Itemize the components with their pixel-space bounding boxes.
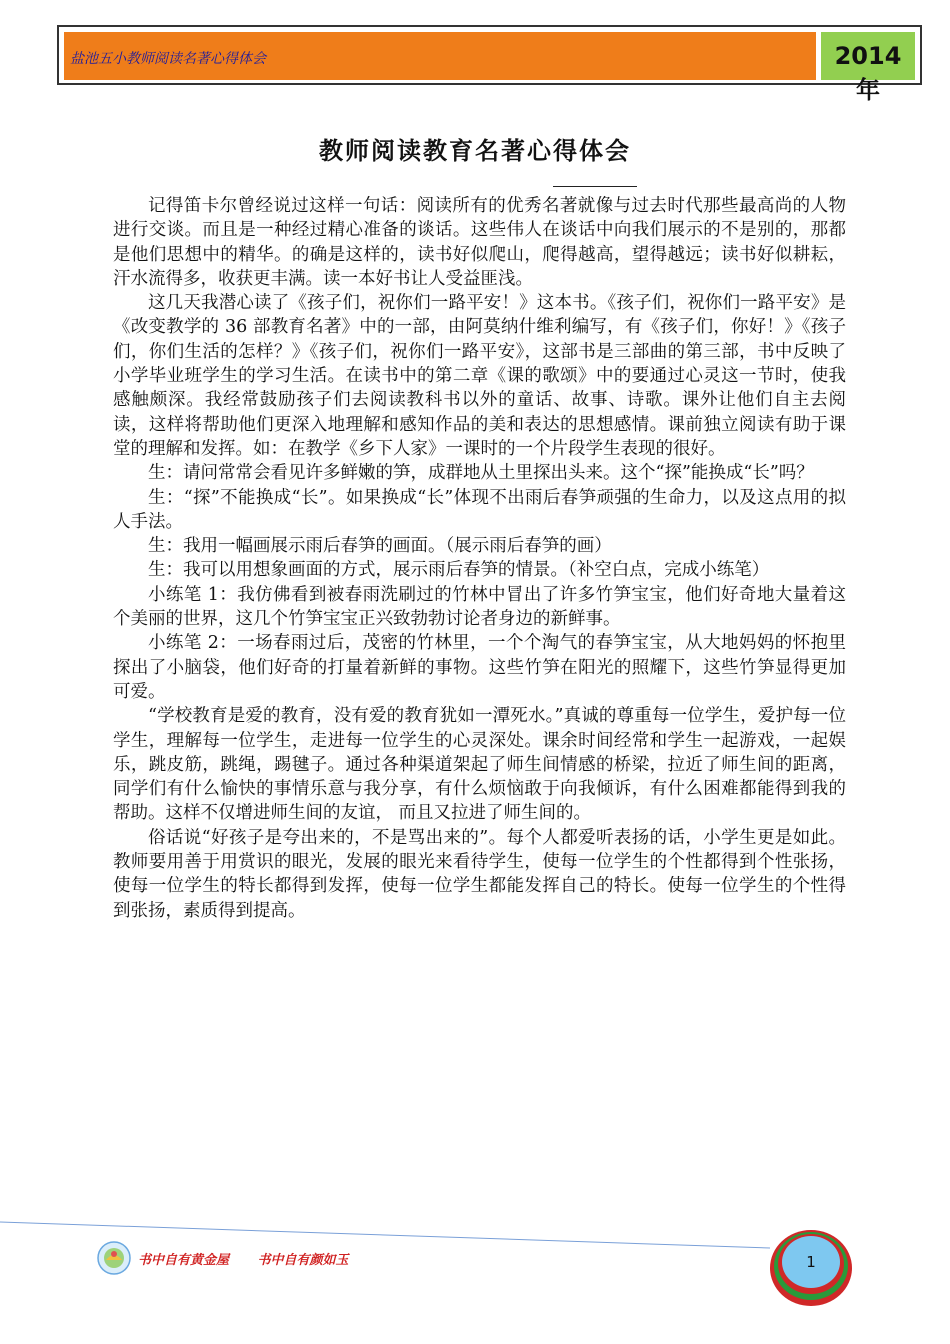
paragraph: 生：“探”不能换成“长”。如果换成“长”体现不出雨后春笋顽强的生命力，以及这点用的拟人手法。 [113, 487, 846, 532]
slogan-right: 书中自有颜如玉 [257, 1253, 349, 1268]
paragraph: 生：我用一幅画展示雨后春笋的画面。（展示雨后春笋的画） [148, 536, 612, 557]
paragraph: 记得笛卡尔曾经说过这样一句话：阅读所有的优秀名著就像与过去时代那些最高尚的人物进行交谈。而且是一种经过精心准备的谈话。这些伟人在谈话中向我们展示的不是别的，那都是他们思想中的精华。的确是这样的，读书好似爬山，爬得越高，望得越远；读书好似耕耘，汗水流得多，收获更丰满。读一本好书让人受益匪浅。 [113, 196, 846, 289]
page-number: 1 [806, 1253, 816, 1271]
paragraph: 小练笔 2：一场春雨过后，茂密的竹林里，一个个淘气的春笋宝宝，从大地妈妈的怀抱里探出了小脑袋，他们好奇的打量着新鲜的事物。这些竹笋在阳光的照耀下，这些竹笋显得更加可爱。 [113, 633, 846, 702]
paragraph: 生：请问常常会看见许多鲜嫩的笋，成群地从土里探出头来。这个“探”能换成“长”吗？ [148, 463, 814, 484]
paragraph: 俗话说“好孩子是夸出来的，不是骂出来的”。每个人都爱听表扬的话，小学生更是如此。 教师要用善于用赏识的眼光，发展的眼光来看待学生，使每一位学生的个性都得到个性张扬，使每一位学生的特长都得到发挥，使每一位学生都能发挥自己的特长。使每一位学生的个性得到张扬，素质得到提高。 [113, 827, 846, 921]
slogan-left: 书中自有黄金屋 [138, 1253, 230, 1268]
footer-slogan [138, 1249, 373, 1268]
paragraph: 生：我可以用想象画面的方式，展示雨后春笋的情景。（补空白点，完成小练笔） [148, 560, 770, 581]
title-underline [553, 186, 637, 187]
header-year-box [821, 32, 915, 104]
header-left-text: 盐池五小教师阅读名著心得体会 [70, 51, 266, 67]
paragraph: 这几天我潜心读了《孩子们，祝你们一路平安！》这本书。《孩子们，祝你们一路平安》是《改变教学的 36 部教育名著》中的一部，由阿莫纳什维利编写，有《孩子们，你好！》《孩子们，你们生活的怎样？》《孩子们，祝你们一路平安》，这部书是三部曲的第三部，书中反映了小学毕业班学生的学习生活。在读书中的第二章《课的歌颂》中的要通过心灵这一节时，使我感触颇深。我经常鼓励孩子们去阅读教科书以外的童话、故事、诗歌。课外让他们自主去阅读，这样将帮助他们更深入地理解和感知作品的美和表达的思想感情。课前独立阅读有助于课堂的理解和发挥。如：在教学《乡下人家》一课时的一个片段学生表现的很好。 [113, 293, 846, 459]
header-banner [64, 32, 816, 80]
article-body [113, 194, 846, 923]
header-box [57, 25, 922, 104]
header-year-text: 2014 年 [834, 42, 902, 104]
paragraph: 小练笔 1：我仿佛看到被春雨洗刷过的竹林中冒出了许多竹笋宝宝，他们好奇地大量着这个美丽的世界，这几个竹笋宝宝正兴致勃勃讨论者身边的新鲜事。 [113, 584, 846, 630]
header-underline [112, 84, 836, 85]
paragraph: “学校教育是爱的教育，没有爱的教育犹如一潭死水。”真诚的尊重每一位学生，爱护每一位学生，理解每一位学生，走进每一位学生的心灵深处。课余时间经常和学生一起游戏，一起娱乐，跳皮筋，跳绳，踢毽子。通过各种渠道架起了师生间情感的桥梁，拉近了师生间的距离，同学们有什么愉快的事情乐意与我分享，有什么烦恼敢于向我倾诉，有什么困难都能得到我的帮助。这样不仅增进师生间的友谊， 而且又拉进了师生间的。 [113, 706, 846, 824]
school-logo-icon [96, 1240, 132, 1276]
document-title: 教师阅读教育名著心得体会 [319, 136, 631, 165]
